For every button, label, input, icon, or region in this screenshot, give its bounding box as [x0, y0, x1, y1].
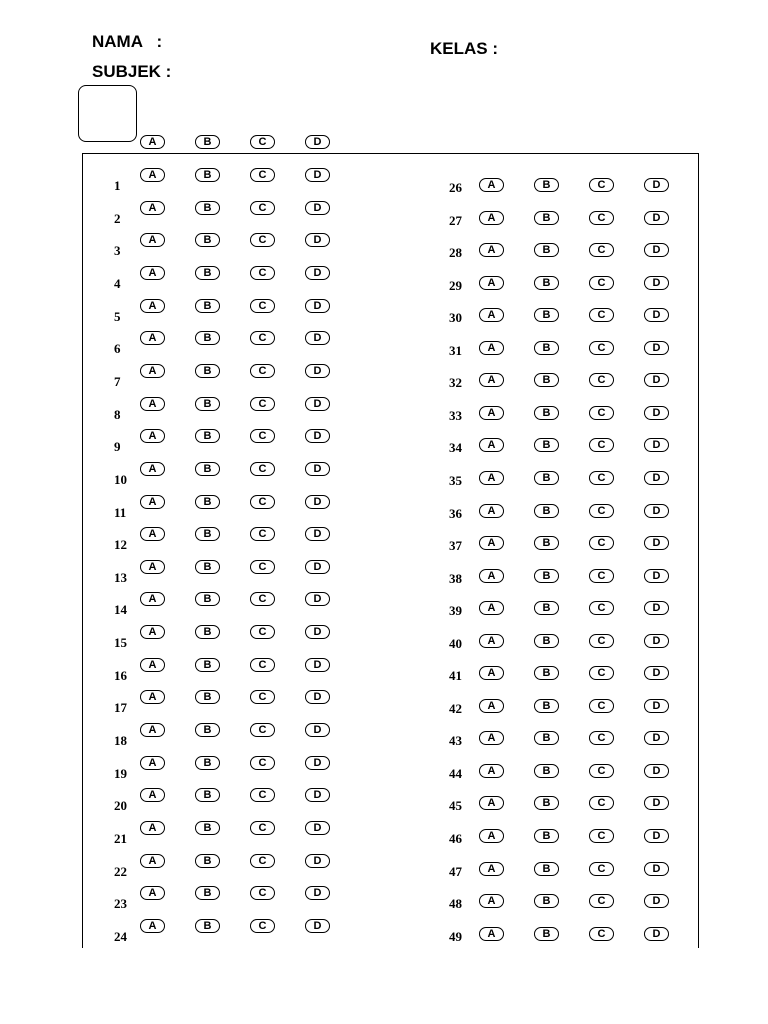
question-number: 43	[449, 733, 462, 749]
answer-bubble-d[interactable]: D	[305, 266, 330, 280]
question-number: 9	[114, 439, 121, 455]
question-number: 11	[114, 504, 127, 520]
question-number: 4	[114, 275, 121, 291]
answer-bubble-a[interactable]: A	[479, 243, 504, 257]
question-number: 28	[449, 245, 462, 261]
answer-bubble-a[interactable]: A	[479, 666, 504, 680]
question-number: 13	[114, 569, 127, 585]
answer-bubble-d[interactable]: D	[644, 829, 669, 843]
answer-bubble-d[interactable]: D	[305, 658, 330, 672]
answer-bubble-d[interactable]: D	[305, 429, 330, 443]
question-number: 23	[114, 896, 127, 912]
answer-bubble-b[interactable]: B	[534, 927, 559, 941]
answer-bubble-b[interactable]: B	[195, 495, 220, 509]
legend-option-d: D	[305, 135, 330, 149]
answer-bubble-c[interactable]: C	[589, 243, 614, 257]
answer-bubble-b[interactable]: B	[195, 299, 220, 313]
answer-bubble-c[interactable]: C	[250, 723, 275, 737]
question-number: 35	[449, 472, 462, 488]
answer-bubble-d[interactable]: D	[644, 666, 669, 680]
answer-bubble-d[interactable]: D	[644, 927, 669, 941]
answer-bubble-a[interactable]: A	[140, 429, 165, 443]
answer-bubble-d[interactable]: D	[644, 764, 669, 778]
question-number: 3	[114, 243, 121, 259]
answer-bubble-b[interactable]: B	[195, 625, 220, 639]
answer-bubble-d[interactable]: D	[644, 276, 669, 290]
answer-bubble-a[interactable]: A	[479, 894, 504, 908]
answer-bubble-b[interactable]: B	[195, 364, 220, 378]
answer-bubble-d[interactable]: D	[644, 341, 669, 355]
answer-bubble-b[interactable]: B	[534, 504, 559, 518]
answer-bubble-a[interactable]: A	[140, 331, 165, 345]
answer-bubble-d[interactable]: D	[644, 731, 669, 745]
answer-bubble-a[interactable]: A	[140, 788, 165, 802]
answer-bubble-d[interactable]: D	[644, 308, 669, 322]
question-number: 1	[114, 178, 121, 193]
answer-bubble-b[interactable]: B	[195, 821, 220, 835]
answer-bubble-a[interactable]: A	[140, 821, 165, 835]
answer-bubble-c[interactable]: C	[250, 429, 275, 443]
question-number: 29	[449, 277, 462, 293]
answer-bubble-c[interactable]: C	[589, 211, 614, 225]
answer-bubble-b[interactable]: B	[195, 658, 220, 672]
question-number: 30	[449, 310, 462, 326]
answer-bubble-b[interactable]: B	[195, 168, 220, 182]
answer-bubble-a[interactable]: A	[140, 886, 165, 900]
legend-option-c: C	[250, 135, 275, 149]
question-number: 41	[449, 668, 462, 684]
answer-bubble-d[interactable]: D	[644, 471, 669, 485]
answer-bubble-a[interactable]: A	[140, 397, 165, 411]
answer-bubble-d[interactable]: D	[305, 397, 330, 411]
answer-bubble-d[interactable]: D	[644, 796, 669, 810]
kelas-label: KELAS :	[430, 39, 498, 58]
question-number: 27	[449, 212, 462, 228]
answer-bubble-b[interactable]: B	[534, 894, 559, 908]
answer-bubble-d[interactable]: D	[644, 536, 669, 550]
answer-bubble-b[interactable]: B	[534, 569, 559, 583]
answer-bubble-b[interactable]: B	[195, 886, 220, 900]
answer-bubble-c[interactable]: C	[250, 625, 275, 639]
answer-bubble-d[interactable]: D	[305, 756, 330, 770]
answer-bubble-b[interactable]: B	[195, 201, 220, 215]
answer-bubble-a[interactable]: A	[479, 536, 504, 550]
answer-bubble-a[interactable]: A	[479, 569, 504, 583]
question-number: 15	[114, 635, 127, 651]
answer-bubble-a[interactable]: A	[140, 299, 165, 313]
answer-bubble-d[interactable]: D	[644, 406, 669, 420]
answer-bubble-c[interactable]: C	[250, 527, 275, 541]
answer-bubble-d[interactable]: D	[644, 699, 669, 713]
question-number: 6	[114, 341, 121, 357]
answer-bubble-b[interactable]: B	[195, 266, 220, 280]
question-number: 38	[449, 570, 462, 586]
question-number: 8	[114, 406, 121, 422]
question-number: 24	[114, 928, 127, 944]
answer-bubble-c[interactable]: C	[589, 504, 614, 518]
answer-bubble-a[interactable]: A	[479, 731, 504, 745]
answer-bubble-a[interactable]: A	[479, 634, 504, 648]
answer-bubble-d[interactable]: D	[305, 527, 330, 541]
answer-bubble-c[interactable]: C	[589, 276, 614, 290]
answer-bubble-b[interactable]: B	[534, 178, 559, 192]
answer-bubble-d[interactable]: D	[305, 233, 330, 247]
question-number: 12	[114, 537, 127, 553]
answer-bubble-c[interactable]: C	[250, 886, 275, 900]
answer-bubble-b[interactable]: B	[534, 764, 559, 778]
answer-bubble-d[interactable]: D	[305, 168, 330, 182]
answer-bubble-a[interactable]: A	[140, 266, 165, 280]
answer-bubble-a[interactable]: A	[479, 601, 504, 615]
question-number: 36	[449, 505, 462, 521]
question-number: 26	[449, 180, 462, 195]
answer-bubble-d[interactable]: D	[644, 569, 669, 583]
answer-bubble-a[interactable]: A	[479, 406, 504, 420]
answer-bubble-c[interactable]: C	[250, 201, 275, 215]
answer-bubble-b[interactable]: B	[534, 406, 559, 420]
answer-bubble-b[interactable]: B	[195, 233, 220, 247]
answer-bubble-a[interactable]: A	[479, 829, 504, 843]
answer-bubble-b[interactable]: B	[195, 592, 220, 606]
answer-bubble-d[interactable]: D	[305, 690, 330, 704]
answer-bubble-d[interactable]: D	[305, 560, 330, 574]
answer-bubble-c[interactable]: C	[250, 854, 275, 868]
answer-bubble-b[interactable]: B	[195, 756, 220, 770]
answer-bubble-d[interactable]: D	[644, 862, 669, 876]
answer-bubble-c[interactable]: C	[589, 601, 614, 615]
answer-bubble-d[interactable]: D	[644, 634, 669, 648]
answer-bubble-d[interactable]: D	[305, 723, 330, 737]
question-number: 22	[114, 863, 127, 879]
answer-bubble-b[interactable]: B	[534, 243, 559, 257]
answer-bubble-c[interactable]: C	[250, 919, 275, 933]
answer-bubble-b[interactable]: B	[534, 211, 559, 225]
answer-bubble-a[interactable]: A	[479, 764, 504, 778]
answer-bubble-c[interactable]: C	[589, 536, 614, 550]
answer-bubble-b[interactable]: B	[534, 862, 559, 876]
answer-bubble-a[interactable]: A	[479, 927, 504, 941]
answer-bubble-b[interactable]: B	[195, 854, 220, 868]
answer-bubble-a[interactable]: A	[140, 592, 165, 606]
nama-label: NAMA :	[92, 32, 163, 51]
answer-bubble-a[interactable]: A	[479, 504, 504, 518]
question-number: 42	[449, 700, 462, 716]
answer-bubble-c[interactable]: C	[589, 666, 614, 680]
answer-bubble-c[interactable]: C	[250, 397, 275, 411]
question-number: 2	[114, 210, 121, 226]
question-number: 46	[449, 831, 462, 846]
answer-bubble-c[interactable]: C	[250, 266, 275, 280]
question-number: 44	[449, 765, 462, 781]
answer-bubble-b[interactable]: B	[195, 723, 220, 737]
score-box[interactable]	[78, 85, 137, 142]
answer-bubble-c[interactable]: C	[589, 308, 614, 322]
question-number: 31	[449, 342, 462, 358]
answer-bubble-d[interactable]: D	[305, 495, 330, 509]
answer-bubble-c[interactable]: C	[250, 331, 275, 345]
answer-bubble-c[interactable]: C	[250, 690, 275, 704]
answer-bubble-a[interactable]: A	[140, 168, 165, 182]
answer-bubble-c[interactable]: C	[250, 233, 275, 247]
answer-bubble-a[interactable]: A	[479, 276, 504, 290]
answer-bubble-a[interactable]: A	[479, 211, 504, 225]
answer-bubble-b[interactable]: B	[534, 634, 559, 648]
answer-bubble-c[interactable]: C	[250, 592, 275, 606]
answer-bubble-c[interactable]: C	[250, 821, 275, 835]
answer-bubble-c[interactable]: C	[250, 756, 275, 770]
answer-bubble-b[interactable]: B	[534, 536, 559, 550]
answer-bubble-a[interactable]: A	[140, 658, 165, 672]
answer-bubble-a[interactable]: A	[479, 438, 504, 452]
answer-bubble-d[interactable]: D	[305, 854, 330, 868]
answer-bubble-a[interactable]: A	[479, 308, 504, 322]
answer-bubble-d[interactable]: D	[644, 211, 669, 225]
answer-bubble-a[interactable]: A	[140, 690, 165, 704]
answer-bubble-c[interactable]: C	[250, 495, 275, 509]
question-number: 10	[114, 471, 127, 487]
question-number: 5	[114, 308, 121, 324]
answer-bubble-b[interactable]: B	[534, 471, 559, 485]
answer-bubble-b[interactable]: B	[534, 829, 559, 843]
legend-option-a: A	[140, 135, 165, 149]
question-number: 20	[114, 798, 127, 814]
answer-bubble-d[interactable]: D	[644, 178, 669, 192]
answer-bubble-c[interactable]: C	[250, 462, 275, 476]
answer-bubble-c[interactable]: C	[589, 927, 614, 941]
answer-bubble-c[interactable]: C	[250, 168, 275, 182]
answer-bubble-c[interactable]: C	[250, 658, 275, 672]
answer-bubble-b[interactable]: B	[534, 276, 559, 290]
answer-bubble-c[interactable]: C	[589, 471, 614, 485]
answer-bubble-d[interactable]: D	[644, 438, 669, 452]
answer-bubble-b[interactable]: B	[534, 666, 559, 680]
question-number: 33	[449, 407, 462, 423]
answer-bubble-c[interactable]: C	[589, 634, 614, 648]
answer-bubble-d[interactable]: D	[305, 201, 330, 215]
answer-bubble-a[interactable]: A	[140, 495, 165, 509]
answer-bubble-b[interactable]: B	[195, 788, 220, 802]
answer-bubble-d[interactable]: D	[305, 625, 330, 639]
legend-option-b: B	[195, 135, 220, 149]
answer-bubble-a[interactable]: A	[140, 919, 165, 933]
answer-bubble-a[interactable]: A	[140, 560, 165, 574]
answer-bubble-a[interactable]: A	[140, 364, 165, 378]
answer-bubble-a[interactable]: A	[140, 756, 165, 770]
answer-bubble-b[interactable]: B	[195, 331, 220, 345]
subjek-label: SUBJEK :	[92, 62, 172, 81]
answer-bubble-d[interactable]: D	[305, 788, 330, 802]
question-number: 19	[114, 765, 127, 781]
question-number: 7	[114, 373, 121, 389]
answer-bubble-d[interactable]: D	[644, 894, 669, 908]
answer-bubble-a[interactable]: A	[479, 373, 504, 387]
answer-bubble-c[interactable]: C	[250, 364, 275, 378]
answer-bubble-b[interactable]: B	[195, 429, 220, 443]
answer-bubble-c[interactable]: C	[589, 731, 614, 745]
answer-bubble-d[interactable]: D	[305, 364, 330, 378]
answer-bubble-c[interactable]: C	[250, 299, 275, 313]
answer-bubble-a[interactable]: A	[140, 201, 165, 215]
answer-bubble-c[interactable]: C	[589, 699, 614, 713]
question-number: 18	[114, 733, 127, 749]
answer-bubble-c[interactable]: C	[589, 373, 614, 387]
answer-bubble-c[interactable]: C	[589, 829, 614, 843]
answer-bubble-d[interactable]: D	[644, 243, 669, 257]
question-number: 34	[449, 440, 462, 456]
question-number: 40	[449, 635, 462, 651]
answer-bubble-a[interactable]: A	[479, 862, 504, 876]
answer-bubble-c[interactable]: C	[589, 569, 614, 583]
answer-bubble-b[interactable]: B	[534, 341, 559, 355]
question-number: 32	[449, 375, 462, 391]
answer-bubble-b[interactable]: B	[534, 699, 559, 713]
answer-bubble-a[interactable]: A	[479, 471, 504, 485]
answer-bubble-a[interactable]: A	[140, 854, 165, 868]
answer-bubble-c[interactable]: C	[589, 438, 614, 452]
question-number: 48	[449, 896, 462, 912]
answer-bubble-b[interactable]: B	[534, 438, 559, 452]
question-number: 47	[449, 863, 462, 879]
answer-bubble-d[interactable]: D	[305, 299, 330, 313]
answer-bubble-d[interactable]: D	[644, 504, 669, 518]
answer-bubble-c[interactable]: C	[589, 178, 614, 192]
answer-bubble-b[interactable]: B	[534, 731, 559, 745]
question-number: 16	[114, 667, 127, 683]
answer-bubble-d[interactable]: D	[644, 373, 669, 387]
answer-bubble-d[interactable]: D	[305, 331, 330, 345]
answer-bubble-b[interactable]: B	[534, 796, 559, 810]
answer-bubble-b[interactable]: B	[195, 397, 220, 411]
answer-bubble-b[interactable]: B	[195, 919, 220, 933]
answer-bubble-d[interactable]: D	[305, 919, 330, 933]
answer-bubble-a[interactable]: A	[479, 341, 504, 355]
answer-bubble-c[interactable]: C	[589, 894, 614, 908]
answer-bubble-c[interactable]: C	[589, 796, 614, 810]
answer-bubble-d[interactable]: D	[305, 462, 330, 476]
answer-bubble-d[interactable]: D	[305, 821, 330, 835]
answer-bubble-c[interactable]: C	[250, 788, 275, 802]
answer-bubble-b[interactable]: B	[195, 462, 220, 476]
answer-bubble-a[interactable]: A	[140, 625, 165, 639]
answer-bubble-c[interactable]: C	[589, 764, 614, 778]
option-legend	[0, 135, 768, 151]
answer-bubble-b[interactable]: B	[195, 560, 220, 574]
answer-bubble-b[interactable]: B	[534, 308, 559, 322]
answer-bubble-d[interactable]: D	[305, 592, 330, 606]
answer-bubble-a[interactable]: A	[140, 462, 165, 476]
question-number: 17	[114, 700, 127, 716]
answer-bubble-c[interactable]: C	[589, 341, 614, 355]
answer-bubble-b[interactable]: B	[195, 690, 220, 704]
answer-bubble-a[interactable]: A	[479, 796, 504, 810]
answer-bubble-c[interactable]: C	[589, 406, 614, 420]
answer-bubble-a[interactable]: A	[140, 723, 165, 737]
answer-bubble-a[interactable]: A	[479, 178, 504, 192]
answer-bubble-a[interactable]: A	[140, 527, 165, 541]
answer-bubble-d[interactable]: D	[305, 886, 330, 900]
answer-bubble-b[interactable]: B	[534, 373, 559, 387]
question-number: 14	[114, 602, 127, 618]
answer-bubble-c[interactable]: C	[589, 862, 614, 876]
answer-bubble-d[interactable]: D	[644, 601, 669, 615]
question-number: 37	[449, 538, 462, 554]
question-number: 39	[449, 603, 462, 619]
question-number: 49	[449, 928, 462, 944]
answer-bubble-c[interactable]: C	[250, 560, 275, 574]
answer-bubble-b[interactable]: B	[534, 601, 559, 615]
answer-bubble-a[interactable]: A	[140, 233, 165, 247]
answer-bubble-a[interactable]: A	[479, 699, 504, 713]
question-number: 21	[114, 831, 127, 846]
question-number: 45	[449, 798, 462, 814]
answer-bubble-b[interactable]: B	[195, 527, 220, 541]
